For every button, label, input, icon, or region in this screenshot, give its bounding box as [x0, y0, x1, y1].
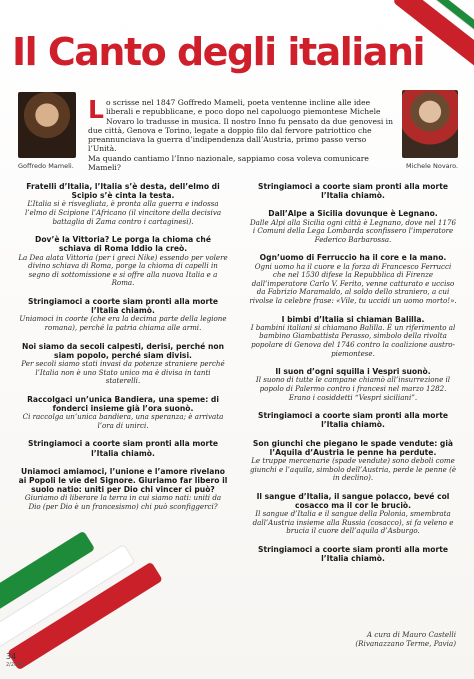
- verse-explanation: Dalle Alpi alla Sicilia ogni città è Legnano, dove nel 1176 i Comuni della Lega Lombarda sconfissero l’imperatore Federico Barbarossa.: [249, 217, 456, 244]
- right-column: [248, 182, 458, 572]
- verse-text: Il sangue d’Italia, il sangue polacco, bevé col cosacco ma il cor le bruciò.: [256, 491, 450, 510]
- verse-text: Stringiamoci a coorte siam pronti alla morte l’Italia chiamò.: [257, 411, 448, 430]
- drop-cap: L: [88, 95, 104, 124]
- stanza: [18, 235, 228, 288]
- stanza: [248, 253, 458, 305]
- verse-text: Stringiamoci a coorte siam pronti alla morte l’Italia chiamò.: [27, 439, 218, 458]
- credit-author: A cura di Mauro Castelli: [366, 630, 456, 639]
- intro-question: Ma quando cantiamo l’Inno nazionale, sappiamo cosa voleva comunicare Mameli?: [88, 153, 369, 173]
- stanza: [248, 182, 458, 200]
- verse-explanation: I bambini italiani si chiamano Balilla. È un riferimento al bambino Giambattista Perasso, simbolo della rivolta popolare di Genova del 1746 contro la coalizione austro-piemontese.: [250, 322, 456, 358]
- verse-text: Stringiamoci a coorte siam pronti alla morte l’Italia chiamò.: [257, 544, 448, 564]
- intro-text: o scrisse nel 1847 Goffredo Mameli, poeta ventenne incline alle idee liberali e repubblicane, e poco dopo nel capoluogo piemontese Michele Novaro lo tradusse in musica. Il nostro Inno fu pensato da due genovesi in due città, Genova e Torino, legate a doppio filo dal fervore patriottico che preannunciava la guerra d’indipendenza dall’Austria, primo passo verso l’Unità.: [88, 98, 394, 154]
- stanza: [248, 411, 458, 429]
- page-title: Il Canto degli italiani: [12, 30, 425, 74]
- stanza: [248, 545, 458, 563]
- verse-text: Stringiamoci a coorte siam pronti alla morte l’Italia chiamò.: [257, 182, 448, 201]
- stanza: [18, 395, 228, 431]
- verse-explanation: Giuriamo di liberare la terra in cui siamo nati: uniti da Dio (per Dio è un francesismo) chi può sconfiggerci?: [24, 493, 222, 511]
- stanza: [18, 467, 228, 512]
- verse-text: Fratelli d’Italia, l’Italia s’è desta, dell’elmo di Scipio s’è cinta la testa.: [26, 182, 220, 201]
- intro-paragraph: [88, 95, 396, 173]
- verse-text: Dall’Alpe a Sicilia dovunque è Legnano.: [268, 209, 438, 219]
- portrait-michele-novaro: [402, 90, 458, 158]
- credit-location: (Rivanazzano Terme, Pavia): [355, 639, 456, 648]
- verse-text: Son giunchi che piegano le spade vendute: già l’Aquila d’Austria le penne ha perdute.: [252, 438, 454, 457]
- stanza: [248, 209, 458, 244]
- stanza: [248, 367, 458, 402]
- stanza: [248, 439, 458, 483]
- author-credit: [355, 630, 456, 648]
- portrait-goffredo-mameli: [18, 92, 76, 158]
- stanza: [18, 439, 228, 457]
- verse-explanation: Ci raccolga un’unica bandiera, una speranza; è arrivata l’ora di unirci.: [22, 412, 224, 430]
- issue-number: 2/2015: [6, 662, 24, 668]
- stanza: [18, 182, 228, 226]
- verse-explanation: La Dea alata Vittoria (per i greci Nike) essendo per volere divino schiava di Roma, porge la chioma di capelli in segno di sottomissione e si offre alla nuova Italia e a Roma.: [18, 252, 228, 288]
- portrait-caption-left: Goffredo Mameli.: [18, 162, 74, 170]
- stanza: [18, 342, 228, 386]
- portrait-caption-right: Michele Novaro.: [406, 162, 459, 170]
- verse-text: Ogn’uomo di Ferruccio ha il core e la mano.: [259, 253, 447, 263]
- verse-explanation: Uniamoci in coorte (che era la decima parte della legione romana), perché la patria chiama alle armi.: [19, 314, 227, 332]
- verse-text: Il suon d’ogni squilla i Vespri suonò.: [275, 367, 431, 377]
- verse-explanation: Il suono di tutte le campane chiamò all’insurrezione il popolo di Palermo contro i francesi nel marzo 1282. Erano i cosiddetti “Vespri siciliani”.: [255, 375, 451, 402]
- verse-text: Stringiamoci a coorte siam pronti alla morte l’Italia chiamò.: [27, 296, 218, 316]
- verse-text: I bimbi d’Italia si chiaman Balilla.: [281, 314, 425, 324]
- verse-explanation: Ogni uomo ha il cuore e la forza di Francesco Ferrucci che nel 1530 difese la Repubblica di Firenze dall’imperatore Carlo V. Ferito, venne catturato e ucciso da Fabrizio Maramaldo, al soldo dello straniero, a cui rivolse la celebre frase: «Vile, tu uccidi un uomo morto!».: [249, 261, 457, 305]
- stanza: [18, 297, 228, 333]
- page-number: 34: [6, 652, 17, 661]
- verse-text: Raccolgaci un’unica Bandiera, una speme: di fonderci insieme già l’ora suonò.: [27, 394, 219, 413]
- verse-explanation: L’Italia si è risvegliata, è pronta alla guerra e indossa l’elmo di Scipione l’Africano (il vincitore della decisiva battaglia di Zama contro i cartaginesi).: [24, 199, 222, 226]
- verse-explanation: Il sangue d’Italia e il sangue della Polonia, smembrata dall’Austria insieme alla Russia (cosacco), si fa veleno e brucia il cuore dell’aquila d’Asburgo.: [252, 509, 454, 536]
- verse-explanation: Le truppe mercenarie (spade vendute) sono deboli come giunchi e l’aquila, simbolo dell’Austria, perde le penne (è in declino).: [249, 455, 457, 483]
- verse-text: Dov’è la Vittoria? Le porga la chioma ché schiava di Roma Iddio la creò.: [35, 235, 211, 254]
- stanza: [248, 492, 458, 536]
- verse-explanation: Per secoli siamo stati invasi da potenze straniere perché l’Italia non è uno Stato unico ma è divisa in tanti staterelli.: [21, 358, 225, 386]
- left-column: [18, 182, 228, 521]
- verse-text: Uniamoci amiamoci, l’unione e l’amore rivelano ai Popoli le vie del Signore. Giuriamo far libero il suolo natio: uniti per Dio chi vincer ci può?: [18, 466, 228, 495]
- stanza: [248, 315, 458, 359]
- verse-text: Noi siamo da secoli calpesti, derisi, perché non siam popolo, perché siam divisi.: [21, 341, 225, 360]
